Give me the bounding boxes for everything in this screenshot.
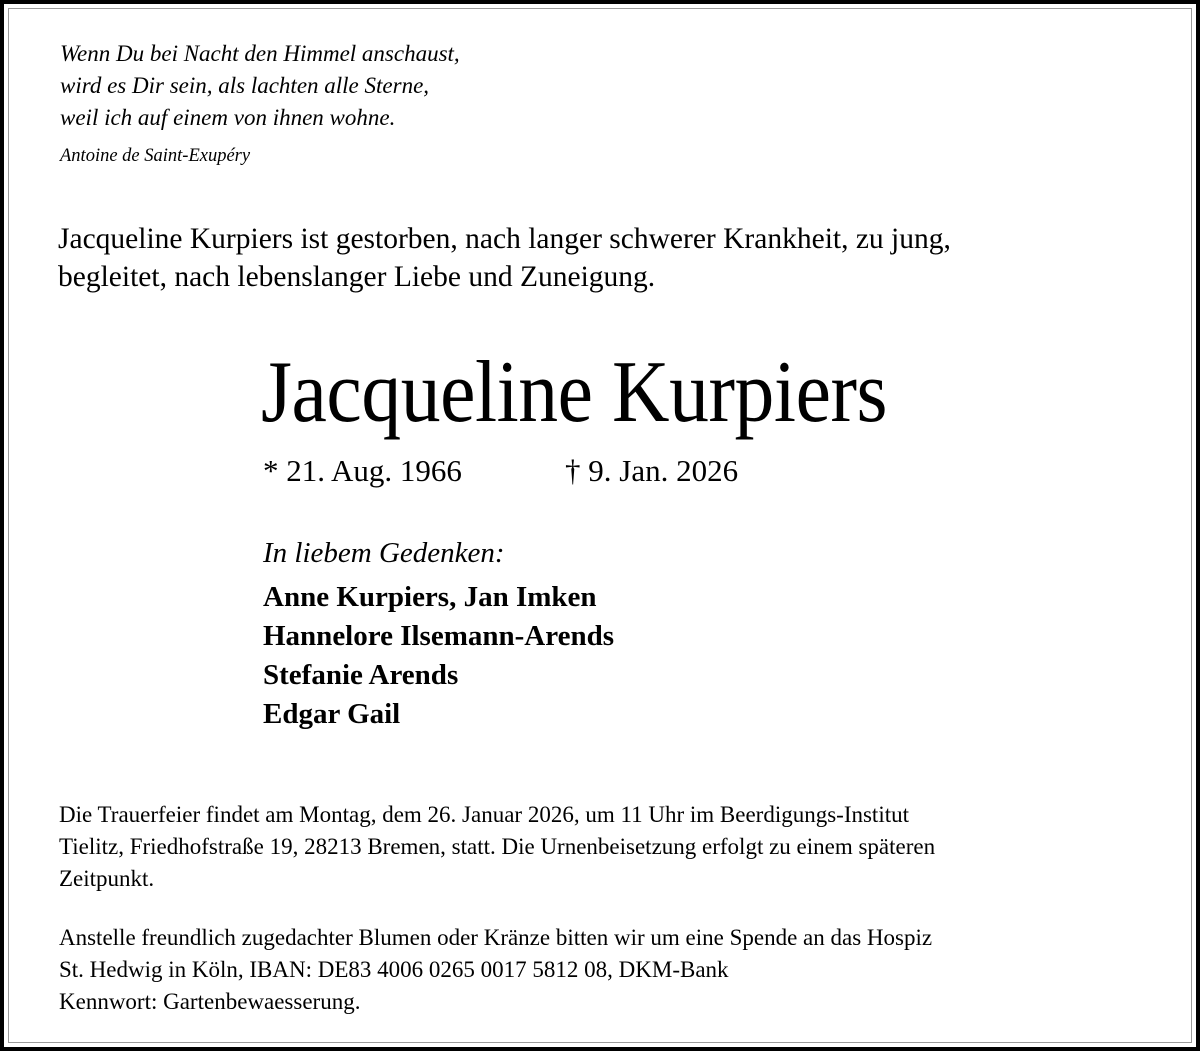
quote-author: Antoine de Saint-Exupéry xyxy=(60,146,251,166)
quote-line: Wenn Du bei Nacht den Himmel anschaust, xyxy=(60,41,460,66)
birth-date: * 21. Aug. 1966 xyxy=(263,453,462,488)
mourner-name: Hannelore Ilsemann-Arends xyxy=(263,620,614,652)
funeral-line: Die Trauerfeier findet am Montag, dem 26. Januar 2026, um 11 Uhr im Beerdigungs-Institut xyxy=(59,802,909,827)
funeral-details xyxy=(59,799,935,895)
funeral-line: Tielitz, Friedhofstraße 19, 28213 Bremen, statt. Die Urnenbeisetzung erfolgt zu einem späteren xyxy=(59,834,936,859)
intro-line: Jacqueline Kurpiers ist gestorben, nach langer schwerer Krankheit, zu jung, xyxy=(58,223,951,255)
memoriam-heading: In liebem Gedenken: xyxy=(263,537,505,569)
donation-details xyxy=(59,922,932,1018)
quote-line: weil ich auf einem von ihnen wohne. xyxy=(60,105,396,130)
death-date: † 9. Jan. 2026 xyxy=(565,453,739,488)
donation-line: St. Hedwig in Köln, IBAN: DE83 4006 0265 0017 5812 08, DKM-Bank xyxy=(59,957,729,982)
mourner-name: Stefanie Arends xyxy=(263,659,459,691)
donation-line: Kennwort: Gartenbewaesserung. xyxy=(59,989,361,1014)
deceased-name: Jacqueline Kurpiers xyxy=(261,344,888,441)
mourners-list xyxy=(263,578,614,734)
intro-line: begleitet, nach lebenslanger Liebe und Zuneigung. xyxy=(58,261,656,293)
epigraph-quote xyxy=(60,38,460,134)
funeral-line: Zeitpunkt. xyxy=(59,866,155,891)
quote-line: wird es Dir sein, als lachten alle Sterne, xyxy=(60,73,430,98)
donation-line: Anstelle freundlich zugedachter Blumen oder Kränze bitten wir um eine Spende an das Hospiz xyxy=(59,925,933,950)
mourner-name: Edgar Gail xyxy=(263,698,401,730)
mourner-name: Anne Kurpiers, Jan Imken xyxy=(263,581,597,613)
intro-paragraph xyxy=(58,220,951,296)
